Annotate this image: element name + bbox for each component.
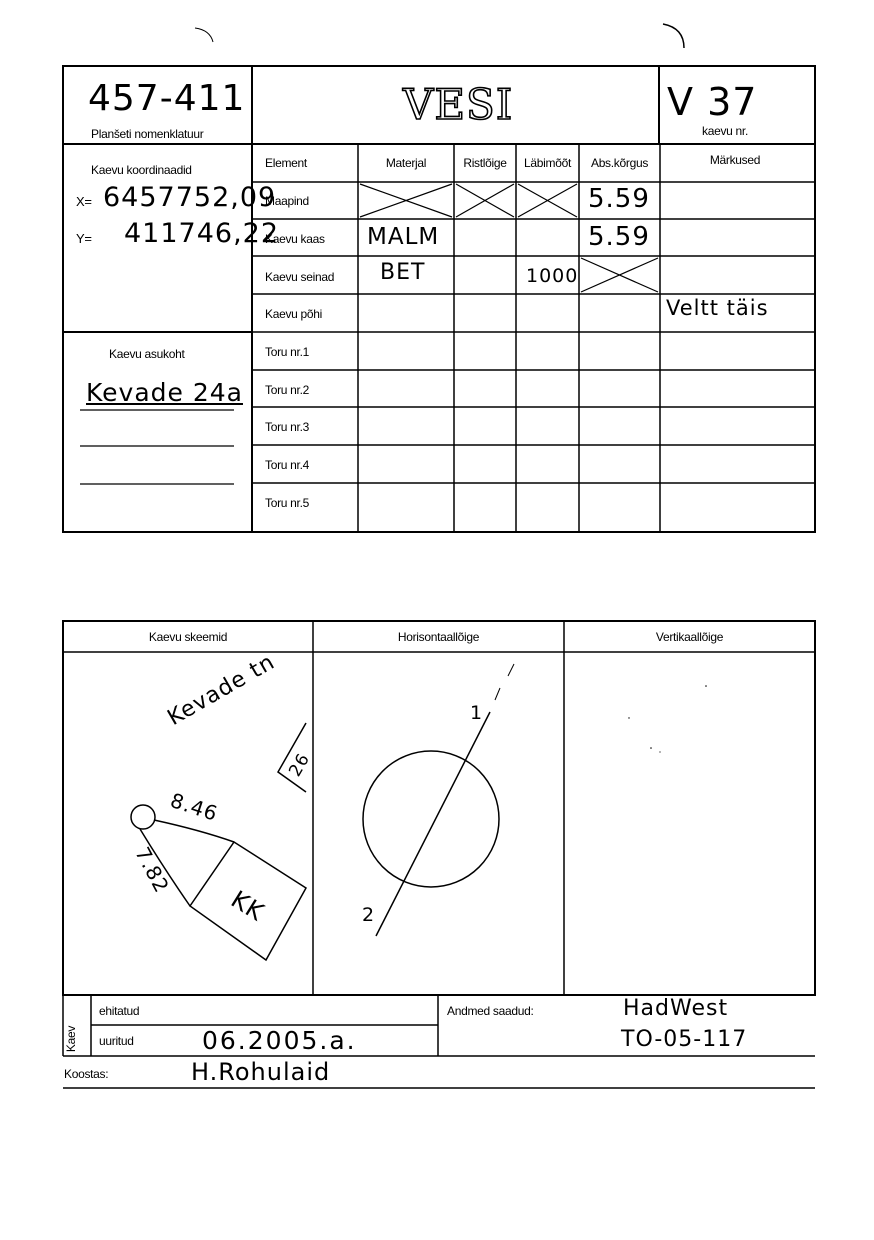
surveyed-value: 06.2005.a. [202, 1026, 357, 1055]
data-source-code: TO-05-117 [621, 1027, 748, 1052]
pipe-label-1: 1 [470, 702, 484, 724]
distance-label-2: 7.82 [130, 842, 175, 898]
kk-label: KK [226, 885, 270, 927]
row-element-label: Toru nr.1 [265, 345, 309, 359]
data-source-label: Andmed saadud: [447, 1004, 534, 1018]
col-element: Element [265, 156, 307, 170]
row-element-label: Toru nr.3 [265, 420, 309, 434]
y-coordinate: 411746,22 [124, 218, 280, 249]
row-diameter-value: 1000 [526, 265, 579, 287]
sketch-header-horizontal: Horisontaallõige [397, 630, 480, 644]
row-notes-value: Veltt täis [666, 296, 769, 320]
horizontal-section-sketch [363, 664, 514, 936]
x-prefix: X= [76, 194, 92, 209]
sheet-number: 457-411 [88, 78, 246, 119]
col-section: Ristlõige [463, 156, 507, 170]
x-coordinate: 6457752,09 [103, 182, 277, 213]
distance-label-1: 8.46 [167, 788, 222, 826]
compiled-label: Koostas: [64, 1067, 109, 1081]
row-material-value: MALM [367, 224, 440, 250]
well-caption: kaevu nr. [702, 124, 748, 138]
page-title: VESI [403, 80, 514, 129]
row-material-value: BET [380, 260, 426, 285]
well-number: V 37 [667, 80, 758, 124]
sketch-header-scheme: Kaevu skeemid [148, 630, 228, 644]
compiled-value: H.Rohulaid [191, 1058, 331, 1086]
sketch-header-vertical: Vertikaallõige [655, 630, 724, 644]
row-element-label: Kaevu põhi [265, 307, 323, 321]
well-side-label: Kaev [64, 1025, 79, 1053]
y-prefix: Y= [76, 231, 92, 246]
row-element-label: Kaevu kaas [265, 232, 325, 246]
surveyed-label: uuritud [99, 1034, 134, 1048]
built-label: ehitatud [99, 1004, 140, 1018]
col-notes: Märkused [709, 153, 761, 167]
row-height-value: 5.59 [588, 184, 650, 214]
building-number: 26 [285, 749, 315, 781]
street-label: Kevade tn [163, 649, 280, 731]
well-scheme-sketch [131, 723, 306, 960]
data-source-value: HadWest [623, 996, 729, 1021]
col-height: Abs.kõrgus [590, 156, 649, 170]
row-height-value: 5.59 [588, 222, 650, 252]
pipe-label-2: 2 [362, 904, 376, 926]
row-element-label: Toru nr.2 [265, 383, 309, 397]
location-value: Kevade 24a [86, 378, 243, 407]
col-diameter: Läbimõõt [524, 156, 571, 170]
sheet-caption: Planšeti nomenklatuur [91, 127, 204, 141]
row-element-label: Kaevu seinad [265, 270, 335, 284]
col-material: Materjal [385, 156, 427, 170]
coordinates-label: Kaevu koordinaadid [91, 163, 192, 177]
location-label: Kaevu asukoht [109, 347, 185, 361]
row-element-label: Toru nr.5 [265, 496, 309, 510]
row-element-label: Maapind [265, 194, 309, 208]
row-element-label: Toru nr.4 [265, 458, 309, 472]
